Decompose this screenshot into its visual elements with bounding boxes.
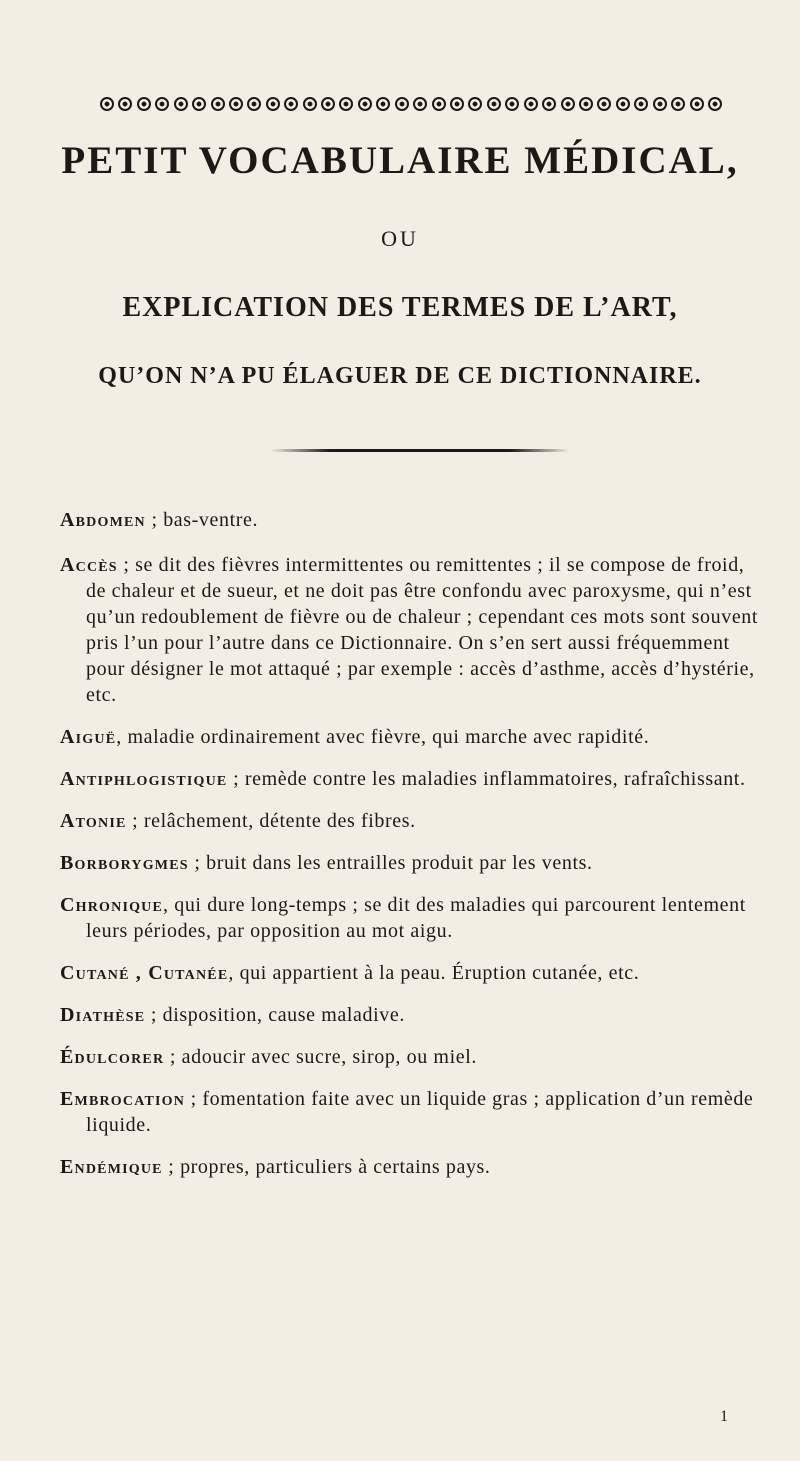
ornament-icon [376,97,390,111]
subtitle: EXPLICATION DES TERMES DE L’ART, [122,292,678,323]
glossary-entry [60,808,760,834]
glossary-entry [60,766,760,792]
entry-definition: bas-ventre. [163,509,259,531]
decorative-border [100,96,722,112]
ornament-icon [561,97,575,111]
entry-separator: , [228,962,240,984]
ornament-icon [118,97,132,111]
entry-separator: ; [188,852,207,874]
ornament-icon [174,97,188,111]
entry-definition: qui dure long-temps ; se dit des maladies qui parcourent lentement leurs périodes, par opposition au mot aigu. [86,894,746,942]
divider-rule [270,449,570,452]
ornament-icon [487,97,501,111]
ornament-icon [432,97,446,111]
ornament-icon [395,97,409,111]
entry-term: Abdomen [60,509,146,531]
entry-separator: ; [145,1004,163,1026]
entry-separator: ; [162,1156,181,1178]
entry-definition: propres, particuliers à certains pays. [180,1156,491,1178]
glossary-entry [60,724,760,750]
glossary-entry [60,960,760,986]
ornament-icon [634,97,648,111]
ornament-icon [211,97,225,111]
ornament-icon [468,97,482,111]
ornament-icon [524,97,538,111]
glossary-entry [60,850,760,876]
ornament-icon [358,97,372,111]
subtitle-continued: QU’ON N’A PU ÉLAGUER DE CE DICTIONNAIRE. [98,363,702,389]
glossary-entry [60,1154,760,1180]
entry-separator: , [116,726,128,748]
ornament-icon [100,97,114,111]
ornament-icon [413,97,427,111]
ornament-icon [450,97,464,111]
entry-definition: disposition, cause maladive. [162,1004,405,1026]
ornament-icon [321,97,335,111]
ornament-icon [690,97,704,111]
entry-term: Diathèse [60,1004,146,1026]
ornament-icon [303,97,317,111]
ornament-icon [505,97,519,111]
glossary-entry [60,892,760,944]
ornament-icon [597,97,611,111]
entry-term: Chronique [60,894,164,916]
entry-term: Aiguë [60,726,117,748]
entry-separator: ; [126,810,144,832]
entry-term: Accès [60,554,118,576]
ornament-icon [542,97,556,111]
ornament-icon [284,97,298,111]
entry-definition: bruit dans les entrailles produit par les vents. [206,852,593,874]
entry-term: Endémique [60,1156,163,1178]
entry-separator: ; [145,509,164,531]
ornament-icon [653,97,667,111]
ornament-icon [137,97,151,111]
entry-separator: ; [164,1046,182,1068]
entry-separator: ; [117,554,136,576]
entry-definition: remède contre les maladies inflammatoires, rafraîchissant. [244,768,746,790]
page-title: PETIT VOCABULAIRE MÉDICAL, [61,139,739,182]
glossary-list [60,500,760,1196]
glossary-entry [60,1002,760,1028]
glossary-entry [60,1086,760,1138]
entry-definition: relâchement, détente des fibres. [143,810,416,832]
entry-definition: adoucir avec sucre, sirop, ou miel. [181,1046,477,1068]
glossary-entry [60,552,760,708]
ornament-icon [155,97,169,111]
entry-term: Borborygmes [60,852,189,874]
title-conjunction: OU [381,226,419,251]
entry-definition: maladie ordinairement avec fièvre, qui marche avec rapidité. [127,726,650,748]
ornament-icon [247,97,261,111]
entry-definition: se dit des fièvres intermittentes ou remittentes ; il se compose de froid, de chaleur et de sueur, et ne doit pas être confondu avec paroxysme, qui n’est qu’un redoublement de fièvre ou de chaleur ; cependant ces mots sont souvent pris l’un pour l’autre dans ce Dictionnaire. On s’en sert aussi fréquemment pour désigner le mot attaqué ; par exemple : accès d’asthme, accès d’hystérie, etc. [86,554,759,706]
glossary-entry [60,1044,760,1070]
ornament-icon [229,97,243,111]
entry-definition: qui appartient à la peau. Éruption cutanée, etc. [239,962,640,984]
glossary-entry [60,500,760,540]
signature-mark: 1 [720,1408,728,1425]
ornament-icon [708,97,722,111]
ornament-icon [339,97,353,111]
entry-term: Atonie [60,810,127,832]
entry-definition: fomentation faite avec un liquide gras ; application d’un remède liquide. [86,1088,754,1136]
entry-separator: ; [185,1088,203,1110]
entry-term: Embrocation [60,1088,186,1110]
ornament-icon [671,97,685,111]
entry-separator: , [163,894,175,916]
entry-term: Antiphlogistique [60,768,228,790]
ornament-icon [192,97,206,111]
entry-term: Cutané , Cutanée [60,962,229,984]
ornament-icon [266,97,280,111]
ornament-icon [579,97,593,111]
entry-separator: ; [227,768,245,790]
entry-term: Édulcorer [60,1046,165,1068]
ornament-icon [616,97,630,111]
